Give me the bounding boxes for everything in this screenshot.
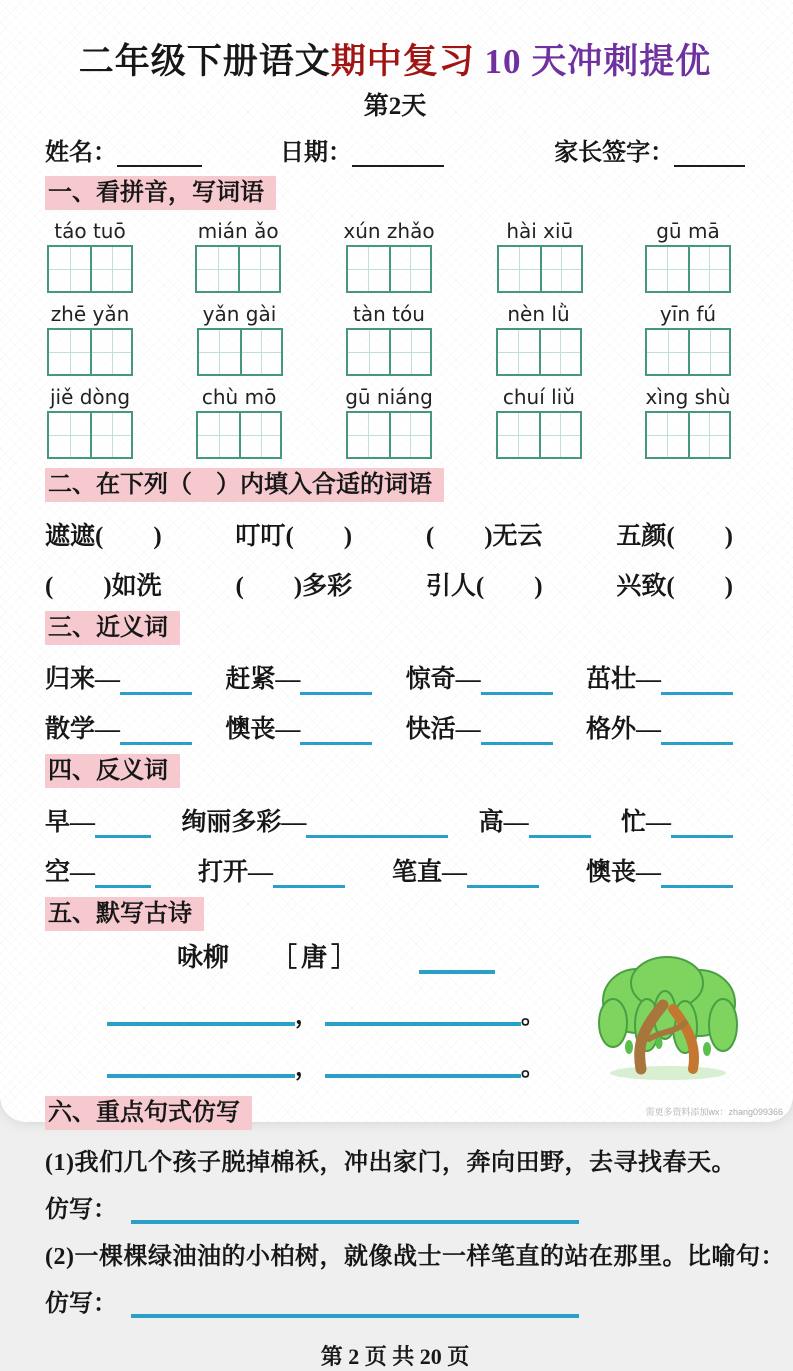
writing-grid bbox=[497, 245, 583, 293]
period: 。 bbox=[521, 1003, 545, 1029]
antonym-word: 懊丧— bbox=[585, 859, 661, 886]
antonym-row-1 bbox=[45, 802, 745, 838]
antonym-word: 空— bbox=[45, 859, 96, 886]
writing-grid bbox=[47, 245, 133, 293]
pinyin-label: gū niáng bbox=[345, 385, 433, 409]
writing-grid bbox=[645, 411, 731, 459]
pinyin-label: xún zhǎo bbox=[343, 219, 435, 243]
section4-title: 四、反义词 bbox=[45, 754, 180, 788]
answer-blank bbox=[273, 862, 345, 888]
fill-word-item: 遮遮( ) bbox=[45, 523, 162, 550]
synonym-word: 归来— bbox=[45, 666, 121, 693]
antonym-word: 早— bbox=[45, 809, 96, 836]
answer-blank bbox=[120, 719, 192, 745]
antonym-word: 笔直— bbox=[391, 859, 467, 886]
writing-grid bbox=[196, 411, 282, 459]
pinyin-label: yǎn gài bbox=[202, 302, 277, 326]
writing-grid bbox=[195, 245, 281, 293]
answer-blank bbox=[529, 812, 591, 838]
pinyin-label: táo tuō bbox=[54, 219, 126, 243]
synonym-word: 格外— bbox=[585, 716, 661, 743]
synonym-word: 懊丧— bbox=[225, 716, 301, 743]
writing-grid bbox=[496, 411, 582, 459]
parent-sign-label: 家长签字： bbox=[554, 140, 675, 166]
pinyin-label: nèn lǜ bbox=[507, 302, 570, 326]
pinyin-label: gū mā bbox=[656, 219, 720, 243]
pinyin-label: yīn fú bbox=[659, 302, 717, 326]
synonym-row-2 bbox=[45, 709, 745, 745]
fill-word-item: ( )如洗 bbox=[45, 573, 162, 600]
writing-grid bbox=[346, 411, 432, 459]
willow-tree-illustration bbox=[589, 951, 747, 1081]
sentence-writing-blank bbox=[131, 1292, 579, 1318]
name-blank bbox=[117, 143, 202, 167]
pinyin-row-3 bbox=[45, 385, 745, 459]
answer-blank bbox=[300, 669, 372, 695]
writing-grid bbox=[47, 411, 133, 459]
synonym-word: 赶紧— bbox=[225, 666, 301, 693]
answer-blank bbox=[467, 862, 539, 888]
fill-word-item: 兴致( ) bbox=[616, 573, 733, 600]
copy-label: 仿写： bbox=[45, 1291, 117, 1317]
date-blank bbox=[352, 143, 444, 167]
answer-blank bbox=[661, 862, 733, 888]
answer-blank bbox=[95, 812, 151, 838]
poet-name-blank bbox=[419, 948, 495, 974]
writing-grid bbox=[645, 328, 731, 376]
writing-grid bbox=[346, 328, 432, 376]
copy-row-1 bbox=[45, 1189, 745, 1224]
synonym-word: 快活— bbox=[405, 716, 481, 743]
fill-word-row-2 bbox=[45, 566, 745, 602]
section3-title: 三、近义词 bbox=[45, 611, 180, 645]
pinyin-label: mián ǎo bbox=[197, 219, 279, 243]
antonym-word: 打开— bbox=[197, 859, 273, 886]
title-part-purple: 10 天冲刺提优 bbox=[474, 42, 712, 81]
writing-grid bbox=[47, 328, 133, 376]
pinyin-label: tàn tóu bbox=[353, 302, 425, 326]
poem-title: 咏柳 bbox=[177, 943, 230, 972]
fill-word-item: ( )多彩 bbox=[235, 573, 353, 600]
pinyin-label: chuí liǔ bbox=[502, 385, 575, 409]
antonym-word: 忙— bbox=[620, 809, 671, 836]
comma: ， bbox=[295, 1055, 319, 1081]
fill-word-item: 五颜( ) bbox=[616, 523, 733, 550]
pinyin-label: xìng shù bbox=[645, 385, 731, 409]
writing-grid bbox=[645, 245, 731, 293]
name-label: 姓名： bbox=[45, 140, 117, 166]
section2-title: 二、在下列（ ）内填入合适的词语 bbox=[45, 468, 444, 502]
date-label: 日期： bbox=[280, 140, 353, 166]
antonym-row-2 bbox=[45, 852, 745, 888]
synonym-word: 茁壮— bbox=[585, 666, 661, 693]
pinyin-label: chù mō bbox=[201, 385, 277, 409]
pinyin-row-2 bbox=[45, 302, 745, 376]
writing-grid bbox=[197, 328, 283, 376]
copy-row-2 bbox=[45, 1283, 745, 1318]
day-subtitle: 第2天 bbox=[363, 93, 427, 120]
sentence-writing-blank bbox=[131, 1198, 579, 1224]
section6-title: 六、重点句式仿写 bbox=[45, 1096, 252, 1130]
answer-blank bbox=[306, 812, 448, 838]
page-title bbox=[45, 34, 745, 84]
parent-sign-blank bbox=[674, 143, 745, 167]
answer-blank bbox=[661, 669, 733, 695]
poem-author-dynasty: ［唐］ bbox=[271, 943, 362, 972]
fill-word-item: 叮叮( ) bbox=[235, 523, 353, 550]
pinyin-label: zhē yǎn bbox=[50, 302, 130, 326]
comma: ， bbox=[295, 1003, 319, 1029]
writing-grid bbox=[346, 245, 432, 293]
copy-label: 仿写： bbox=[45, 1197, 117, 1223]
verse-blank bbox=[325, 1056, 521, 1078]
synonym-word: 惊奇— bbox=[405, 666, 481, 693]
fill-word-row-1 bbox=[45, 516, 745, 552]
title-part-red: 期中复习 bbox=[330, 42, 475, 81]
verse-blank bbox=[325, 1004, 521, 1026]
antonym-word: 绚丽多彩— bbox=[181, 809, 307, 836]
section5-title: 五、默写古诗 bbox=[45, 897, 204, 931]
answer-blank bbox=[481, 669, 553, 695]
period: 。 bbox=[521, 1055, 545, 1081]
antonym-word: 高— bbox=[478, 809, 529, 836]
poem-section-body bbox=[45, 937, 745, 1087]
fill-word-item: 引人( ) bbox=[425, 573, 543, 600]
fill-word-item: ( )无云 bbox=[425, 523, 543, 550]
synonym-word: 散学— bbox=[45, 716, 121, 743]
watermark-text: 需更多资料添加wx：zhang099366 bbox=[645, 1107, 783, 1117]
answer-blank bbox=[120, 669, 192, 695]
writing-grid bbox=[496, 328, 582, 376]
example-sentence-1: (1)我们几个孩子脱掉棉袄，冲出家门，奔向田野，去寻找春天。 bbox=[45, 1150, 736, 1176]
section1-title: 一、看拼音，写词语 bbox=[45, 176, 276, 210]
answer-blank bbox=[481, 719, 553, 745]
verse-blank bbox=[107, 1056, 295, 1078]
verse-blank bbox=[107, 1004, 295, 1026]
answer-blank bbox=[661, 719, 733, 745]
answer-blank bbox=[671, 812, 733, 838]
pinyin-label: hài xiū bbox=[506, 219, 574, 243]
synonym-row-1 bbox=[45, 659, 745, 695]
pinyin-row-1 bbox=[45, 219, 745, 293]
page-number: 第 2 页 共 20 页 bbox=[320, 1344, 470, 1369]
answer-blank bbox=[300, 719, 372, 745]
pinyin-label: jiě dòng bbox=[49, 385, 131, 409]
header-fields bbox=[45, 132, 745, 167]
title-part-black: 二年级下册语文 bbox=[78, 42, 331, 81]
answer-blank bbox=[95, 862, 151, 888]
example-sentence-2: (2)一棵棵绿油油的小柏树，就像战士一样笔直的站在那里。比喻句： bbox=[45, 1244, 785, 1270]
